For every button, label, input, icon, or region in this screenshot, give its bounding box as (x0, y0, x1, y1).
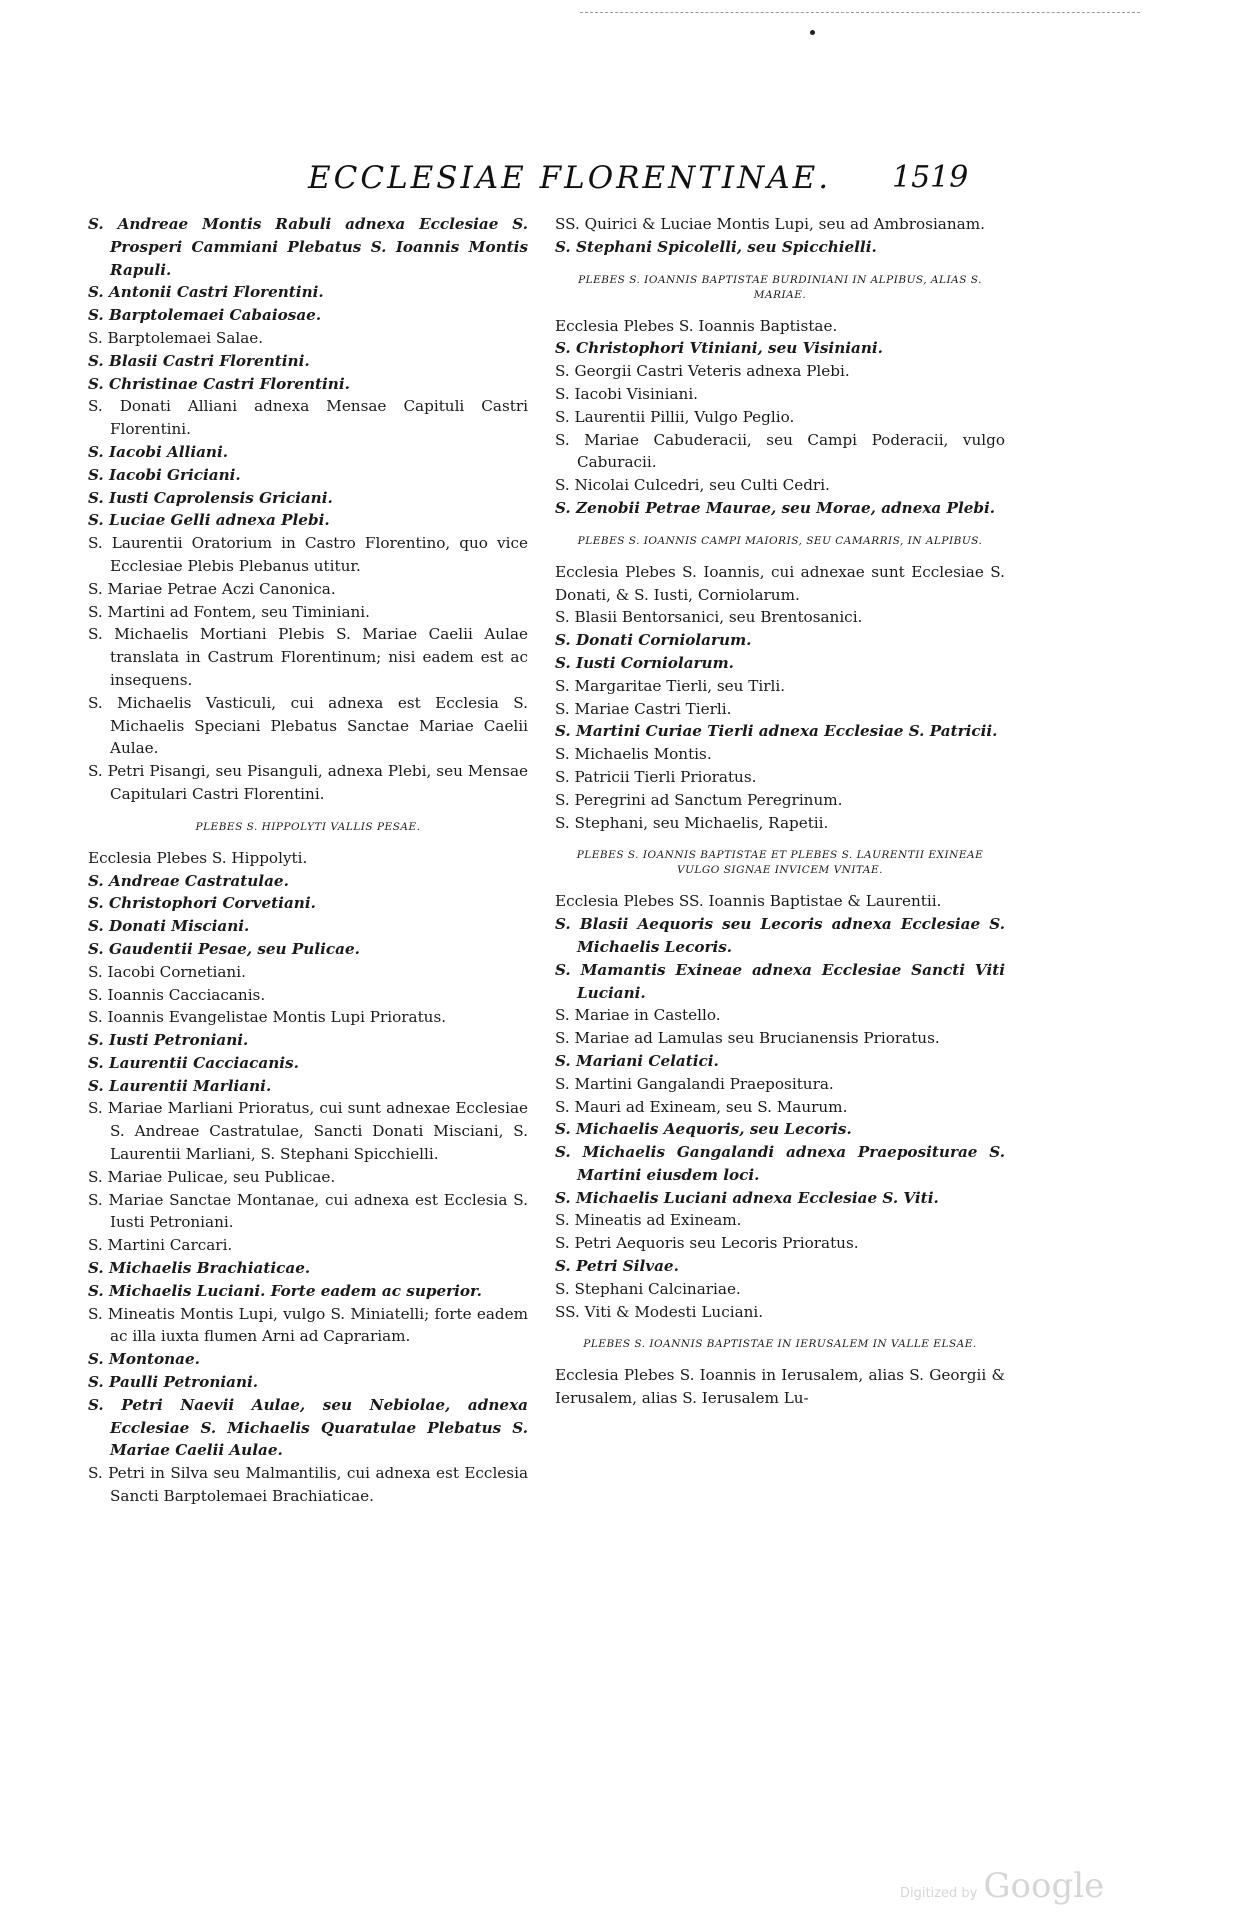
church-entry: S. Blasii Bentorsanici, seu Brentosanici. (555, 608, 863, 627)
church-entry: S. Mariae Castri Tierli. (555, 699, 732, 718)
church-entry: S. Iusti Petroniani. (88, 1031, 249, 1050)
church-entry: Ecclesia Plebes S. Ioannis in Ierusalem, alias S. Georgii & Ierusalem, alias S. Ierusalem Lu- (555, 1366, 1005, 1408)
church-entry: S. Antonii Castri Florentini. (88, 283, 324, 302)
church-entry: S. Mineatis Montis Lupi, vulgo S. Miniatelli; forte eadem ac illa iuxta flumen Arni ad Caprariam. (88, 1304, 528, 1346)
church-entry: S. Martini Curiae Tierli adnexa Ecclesiae S. Patricii. (555, 722, 998, 741)
church-entry: S. Ioannis Cacciacanis. (88, 985, 266, 1004)
church-entry: S. Mariae Cabuderacii, seu Campi Poderacii, vulgo Caburacii. (555, 430, 1005, 472)
church-entry: S. Iacobi Alliani. (88, 442, 229, 461)
church-entry: S. Martini Gangalandi Praepositura. (555, 1074, 834, 1093)
church-entry: S. Laurentii Oratorium in Castro Florentino, quo vice Ecclesiae Plebis Plebanus utitur. (88, 534, 528, 575)
church-entry: S. Martini ad Fontem, seu Timiniani. (88, 602, 370, 621)
church-entry: S. Margaritae Tierli, seu Tirli. (555, 676, 786, 695)
church-entry: S. Zenobii Petrae Maurae, seu Morae, adnexa Plebi. (555, 498, 996, 517)
church-entry: S. Patricii Tierli Prioratus. (555, 767, 757, 786)
church-entry: S. Stephani, seu Michaelis, Rapetii. (555, 813, 829, 832)
church-entry: S. Ioannis Evangelistae Montis Lupi Prioratus. (88, 1008, 447, 1027)
section-heading-burdiniani: PLEBES S. IOANNIS BAPTISTAE BURDINIANI IN ALPIBUS, ALIAS S. MARIAE. (578, 273, 982, 301)
left-entries-continuation (88, 213, 528, 806)
church-entry: S. Luciae Gelli adnexa Plebi. (88, 511, 330, 530)
church-entry: S. Gaudentii Pesae, seu Pulicae. (88, 939, 360, 958)
section-heading-campi-maioris: PLEBES S. IOANNIS CAMPI MAIORIS, SEU CAMARRIS, IN ALPIBUS. (577, 534, 983, 547)
church-entry: S. Andreae Castratulae. (88, 871, 289, 890)
church-entry: S. Peregrini ad Sanctum Peregrinum. (555, 790, 843, 809)
church-entry: S. Michaelis Gangalandi adnexa Praepositurae S. Martini eiusdem loci. (555, 1143, 1005, 1184)
church-entry: S. Michaelis Aequoris, seu Lecoris. (555, 1120, 852, 1139)
church-entry: S. Mineatis ad Exineam. (555, 1211, 742, 1230)
right-entries-campi-maioris (555, 561, 1005, 835)
church-entry: S. Stephani Calcinariae. (555, 1279, 741, 1298)
church-entry: S. Christinae Castri Florentini. (88, 374, 350, 393)
church-entry: SS. Quirici & Luciae Montis Lupi, seu ad Ambrosianam. (555, 215, 985, 233)
church-entry: S. Petri in Silva seu Malmantilis, cui adnexa est Ecclesia Sancti Barptolemaei Brachiaticae. (88, 1464, 528, 1506)
right-entries-ierusalem (555, 1364, 1005, 1410)
church-entry: Ecclesia Plebes S. Hippolyti. (88, 848, 308, 867)
church-entry: S. Petri Aequoris seu Lecoris Prioratus. (555, 1234, 859, 1253)
church-entry: S. Christophori Vtiniani, seu Visiniani. (555, 339, 883, 358)
church-entry: S. Michaelis Luciani. Forte eadem ac superior. (88, 1281, 482, 1300)
digitized-by-google-watermark (900, 1866, 1104, 1906)
church-entry: S. Laurentii Marliani. (88, 1076, 272, 1095)
section-heading-hippolyti: PLEBES S. HIPPOLYTI VALLIS PESAE. (195, 820, 421, 833)
church-entry: S. Barptolemaei Cabaiosae. (88, 306, 322, 325)
church-entry: SS. Viti & Modesti Luciani. (555, 1302, 764, 1321)
church-entry: S. Mariae Marliani Prioratus, cui sunt adnexae Ecclesiae S. Andreae Castratulae, Sancti Donati Misciani, S. Laurentii Marliani, S. Stephani Spicchielli. (88, 1099, 528, 1164)
church-entry: S. Michaelis Vasticuli, cui adnexa est Ecclesia S. Michaelis Speciani Plebatus Sanctae Mariae Caelii Aulae. (88, 693, 528, 758)
church-entry: S. Andreae Montis Rabuli adnexa Ecclesiae S. Prosperi Cammiani Plebatus S. Ioannis Montis Rapuli. (88, 215, 528, 279)
church-entry: S. Michaelis Luciani adnexa Ecclesiae S. Viti. (555, 1188, 939, 1207)
watermark-brand: Google (983, 1866, 1105, 1906)
church-entry: S. Michaelis Brachiaticae. (88, 1259, 311, 1278)
church-entry: S. Mariae Sanctae Montanae, cui adnexa est Ecclesia S. Iusti Petroniani. (88, 1190, 528, 1232)
church-entry: S. Donati Misciani. (88, 917, 250, 936)
church-entry: Ecclesia Plebes SS. Ioannis Baptistae & Laurentii. (555, 892, 942, 911)
section-heading-exineae: PLEBES S. IOANNIS BAPTISTAE ET PLEBES S. LAURENTII EXINEAE VULGO SIGNAE INVICEM VNITAE. (576, 849, 984, 877)
church-entry: S. Michaelis Montis. (555, 745, 712, 764)
church-entry: S. Mariae Pulicae, seu Publicae. (88, 1167, 336, 1186)
church-entry: S. Christophori Corvetiani. (88, 894, 316, 913)
church-entry: S. Mariae in Castello. (555, 1006, 721, 1025)
church-entry: S. Nicolai Culcedri, seu Culti Cedri. (555, 476, 830, 495)
church-entry: S. Donati Corniolarum. (555, 631, 752, 650)
church-entry: S. Mamantis Exineae adnexa Ecclesiae Sancti Viti Luciani. (555, 960, 1005, 1002)
church-entry: S. Blasii Castri Florentini. (88, 351, 310, 370)
church-entry: S. Iacobi Cornetiani. (88, 962, 246, 981)
left-column (88, 213, 528, 1508)
right-entries-burdiniani (555, 315, 1005, 520)
church-entry: S. Montonae. (88, 1350, 200, 1369)
church-entry: S. Paulli Petroniani. (88, 1373, 259, 1392)
church-entry: S. Laurentii Cacciacanis. (88, 1053, 299, 1072)
right-entries-exineae (555, 890, 1005, 1323)
church-entry: S. Blasii Aequoris seu Lecoris adnexa Ecclesiae S. Michaelis Lecoris. (555, 915, 1005, 956)
watermark-prefix: Digitized by (900, 1886, 978, 1901)
church-entry: S. Georgii Castri Veteris adnexa Plebi. (555, 362, 850, 381)
church-entry: Ecclesia Plebes S. Ioannis, cui adnexae sunt Ecclesiae S. Donati, & S. Iusti, Corniolarum. (555, 562, 1005, 604)
church-entry: S. Mariae Petrae Aczi Canonica. (88, 579, 336, 598)
church-entry: S. Petri Silvae. (555, 1257, 679, 1276)
right-column (555, 213, 1005, 1410)
church-entry: S. Iusti Caprolensis Griciani. (88, 488, 333, 507)
church-entry: S. Mariae ad Lamulas seu Brucianensis Prioratus. (555, 1029, 940, 1048)
top-edge-rule (580, 12, 1140, 13)
church-entry: S. Laurentii Pillii, Vulgo Peglio. (555, 407, 795, 426)
ink-speck (810, 30, 815, 35)
page-header (0, 160, 1252, 206)
church-entry: S. Iacobi Visiniani. (555, 384, 698, 403)
church-entry: S. Martini Carcari. (88, 1236, 233, 1255)
page-number: 1519 (892, 160, 969, 195)
church-entry: S. Mariani Celatici. (555, 1051, 719, 1070)
left-entries-hippolyti (88, 847, 528, 1508)
church-entry: S. Iacobi Griciani. (88, 465, 241, 484)
right-entries-continuation (555, 213, 1005, 259)
church-entry: S. Petri Pisangi, seu Pisanguli, adnexa Plebi, seu Mensae Capitulari Castri Florentini. (88, 762, 528, 803)
church-entry: S. Mauri ad Exineam, seu S. Maurum. (555, 1097, 848, 1116)
church-entry: S. Petri Naevii Aulae, seu Nebiolae, adnexa Ecclesiae S. Michaelis Quaratulae Plebatus S. Mariae Caelii Aulae. (88, 1395, 528, 1460)
church-entry: S. Stephani Spicolelli, seu Spicchielli. (555, 237, 877, 256)
section-heading-ierusalem: PLEBES S. IOANNIS BAPTISTAE IN IERUSALEM IN VALLE ELSAE. (583, 1338, 977, 1351)
church-entry: S. Iusti Corniolarum. (555, 653, 734, 672)
church-entry: S. Barptolemaei Salae. (88, 328, 264, 347)
church-entry: S. Michaelis Mortiani Plebis S. Mariae Caelii Aulae translata in Castrum Florentinum; nisi eadem est ac insequens. (88, 625, 528, 689)
church-entry: Ecclesia Plebes S. Ioannis Baptistae. (555, 316, 838, 335)
running-title: ECCLESIAE FLORENTINAE. (308, 160, 832, 196)
church-entry: S. Donati Alliani adnexa Mensae Capituli Castri Florentini. (88, 397, 528, 439)
